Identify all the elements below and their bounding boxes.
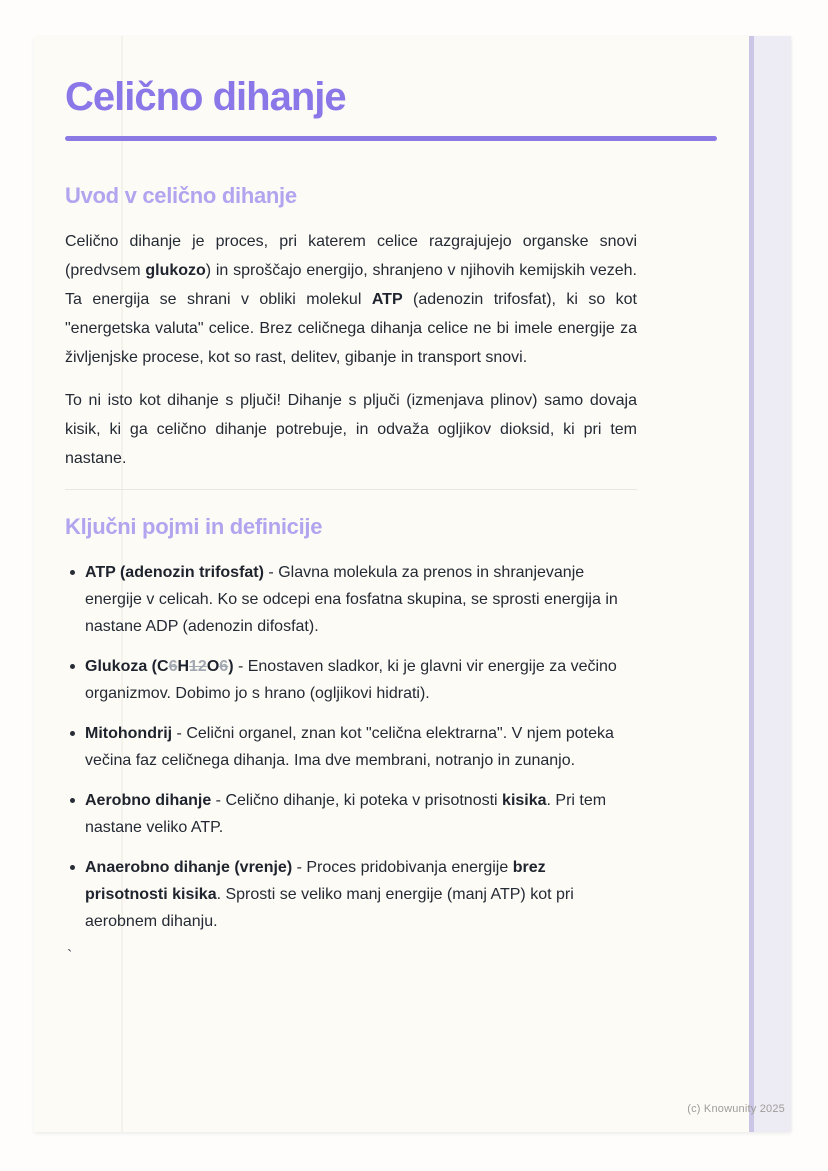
list-item-atp: ATP (adenozin trifosfat) - Glavna molekula za prenos in shranjevanje energije v celicah. Ko se odcepi ena fosfatna skupina, se sprosti energija in nastane ADP (adenozin difosfat). bbox=[65, 559, 631, 640]
section-intro-heading: Uvod v celično dihanje bbox=[65, 183, 297, 208]
list-item-anaerobno: Anaerobno dihanje (vrenje) - Proces pridobivanja energije brez prisotnosti kisika. Sprosti se veliko manj energije (manj ATP) kot pri aerobnem dihanju. bbox=[65, 854, 631, 935]
document-content bbox=[65, 36, 637, 966]
document-page bbox=[34, 36, 791, 1132]
page-edge-stripe bbox=[749, 36, 791, 1132]
intro-paragraph-2: To ni isto kot dihanje s pljuči! Dihanje s pljuči (izmenjava plinov) samo dovaja kisik, ki ga celično dihanje potrebuje, in odvaža ogljikov dioksid, ki pri tem nastane. bbox=[65, 392, 637, 468]
title-rule bbox=[65, 136, 717, 141]
stray-backtick: ` bbox=[67, 947, 73, 965]
list-item-aerobno: Aerobno dihanje - Celično dihanje, ki poteka v prisotnosti kisika. Pri tem nastane veliko ATP. bbox=[65, 787, 631, 841]
footer-credit: (c) Knowunity 2025 bbox=[687, 1103, 785, 1115]
definitions-list bbox=[65, 559, 631, 935]
list-item-mitohondrij: Mitohondrij - Celični organel, znan kot "celična elektrarna". V njem poteka večina faz celičnega dihanja. Ima dve membrani, notranjo in zunanjo. bbox=[65, 720, 631, 774]
intro-paragraph-1: Celično dihanje je proces, pri katerem celice razgrajujejo organske snovi (predvsem glukozo) in sproščajo energijo, shranjeno v njihovih kemijskih vezeh. Ta energija se shrani v obliki molekul ATP (adenozin trifosfat), ki so kot "energetska valuta" celice. Brez celičnega dihanja celice ne bi imele energije za življenjske procese, kot so rast, delitev, gibanje in transport snovi. bbox=[65, 233, 638, 367]
page-title: Celično dihanje bbox=[65, 75, 346, 119]
section-divider bbox=[65, 489, 637, 490]
section-definitions-heading: Ključni pojmi in definicije bbox=[65, 514, 323, 540]
list-item-glukoza: Glukoza (C6H12O6) - Enostaven sladkor, ki je glavni vir energije za večino organizmov. Dobimo jo s hrano (ogljikovi hidrati). bbox=[65, 653, 631, 707]
